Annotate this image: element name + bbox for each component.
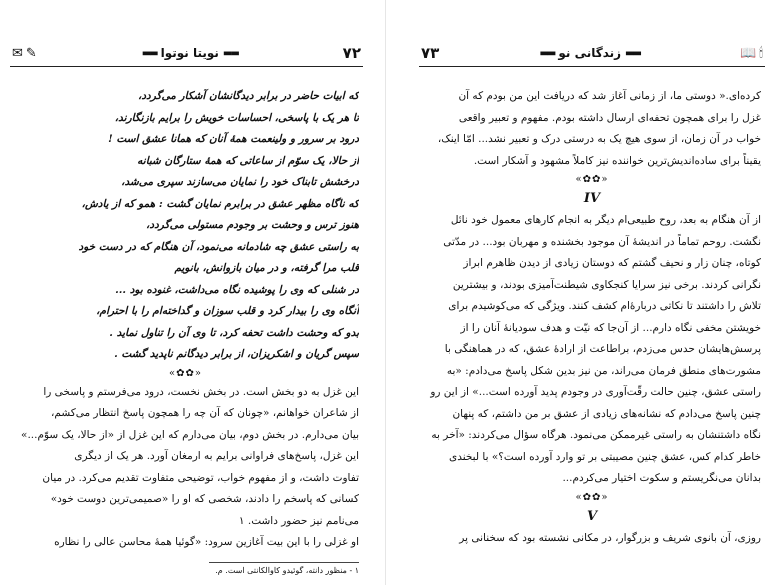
prose-line: این غزل به دو بخش است. در بخش نخست، درود می‌فرستم و پاسخی را — [43, 385, 359, 398]
prose-line: می‌نامم نیز حضور داشت. ١ — [238, 514, 359, 527]
prose-line: نگاه داشتنشان به راستی غیرممکن می‌نمود. هرگاه سؤال می‌کردند: «آخر به — [431, 429, 761, 441]
poem-line: هنوز ترس و وحشت بر وجودم مستولی می‌گردد، — [146, 219, 359, 231]
footnote-rule — [209, 562, 359, 563]
commentary — [12, 382, 359, 554]
ornament-icon: ▬▬ — [141, 47, 157, 59]
prose-line: تفاوت داشت، و از مفهوم خواب، توضیحی متفاوت تقدیم می‌کرد. در میان — [42, 471, 359, 484]
right-page-header — [421, 40, 763, 66]
prose-line: این غزل، پاسخ‌های فراوانی برایم به ارمغان آورد. هر یک از دیگری — [74, 450, 359, 462]
poem-line: به راستی عشق چه شادمانه می‌نمود، آن هنگام که در دست خود — [78, 240, 359, 253]
prose-line: او غزلی را با این بیت آغازین سرود: «گوئیا همهٔ محاسن عالی را نظاره — [54, 536, 359, 548]
envelope-icon: ✉ — [12, 45, 23, 61]
right-header-rule — [419, 66, 765, 67]
section-v — [423, 528, 761, 550]
prose-line: روزی، آن بانوی شریف و بزرگوار، در مکانی نشسته بود که سخنانی پر — [459, 531, 761, 544]
sonnet — [12, 86, 359, 366]
poem-line: بدو که وحشت داشت تحفه کرد، تا وی آن را تناول نماید . — [109, 326, 359, 339]
right-page — [387, 0, 773, 585]
poem-line: آنگاه وی را بیدار کرد و قلب سوزان و گداخته‌ام را با احترام، — [96, 305, 359, 317]
poem-line: درخشش تابناک خود را نمایان می‌سازند سپری می‌شد، — [121, 176, 359, 188]
section-separator: «✿✿» — [575, 491, 609, 503]
section-separator: «✿✿» — [169, 367, 202, 379]
poem-line: که ابیات حاضر در برابر دیدگانشان آشکار می‌گردد، — [137, 90, 359, 102]
prose-line: کسانی که پاسخم را دادند، شخصی که او را «صمیمی‌ترین دوست خود» — [50, 493, 359, 505]
quill-pen-icon: ✎ — [25, 45, 37, 61]
ornament-icon: ▬▬ — [539, 47, 555, 59]
poem-line: سپس گریان و اشکریزان، از برابر دیدگانم ناپدید گشت . — [114, 348, 359, 360]
section-iii-ending — [423, 86, 761, 172]
prose-line: از آن هنگام به بعد، روح طبیعی‌ام دیگر به انجام کارهای معمول خود نائل — [450, 214, 761, 226]
prose-line: نگشت. روحم تماماً در اندیشهٔ آن موجود بخشنده و مهربان بود... در مدّتی — [443, 235, 761, 248]
prose-line: بیان می‌دارم. در بخش دوم، بیان می‌دارم که این غزل از «از حالا، یک سوّم...» — [21, 428, 359, 441]
right-header-icons — [740, 46, 763, 61]
left-page — [0, 0, 386, 585]
section-separator: «✿✿» — [575, 174, 609, 185]
ornament-icon: ▬▬ — [625, 47, 640, 59]
prose-line: چنین پاسخ می‌دادم که نشانه‌های زیادی از عشق بر من داشتم، که پنهان — [452, 407, 761, 420]
prose-line: بدانان می‌نگریستم و سکوت اختیار می‌کردم... — [562, 472, 761, 484]
poem-line: قلب مرا گرفته، و در میان بازوانش، بانویم — [174, 262, 359, 274]
book-icon: 📖 — [740, 45, 757, 61]
poem-line: تا هر یک با پاسخی، احساسات خویش را برایم بازنگارند، — [114, 111, 359, 124]
prose-line: یقیناً برای ساده‌اندیش‌ترین خواننده نیز کاملاً مشهود و آشکار است. — [473, 154, 761, 167]
section-heading-iv: IV — [583, 191, 601, 206]
prose-line: مشورت‌های منطق فرمان می‌راند، من نیز بدین شکل پاسخ می‌دادم: «به — [446, 364, 761, 377]
prose-line: خاطر کدام کس، عشق چنین مصیبتی بر تو وارد آورده است؟» با لبخندی — [448, 450, 761, 463]
section-iv — [423, 210, 761, 490]
prose-line: پرسش‌هایشان حدس می‌زدم، براطاعت از ارادهٔ عشق، که در هماهنگی با — [444, 343, 761, 355]
right-page-body — [423, 86, 761, 549]
poem-line: از حالا، یک سوّم از ساعاتی که همهٔ ستارگان شبانه — [137, 154, 359, 167]
prose-line: غزل را برای همچون تحفه‌ای ارسال داشته بودم. مفهوم و تعبیر واقعی — [458, 111, 761, 124]
prose-line: خویشتن مخفی نگاه دارم... از آن‌جا که نیّت و هدف سودیانهٔ آنان را از — [460, 321, 761, 334]
poem-line: که ناگاه مظهر عشق در برابرم نمایان گشت : همو که از یادش، — [81, 197, 359, 210]
left-running-title: ▬▬ نویتا نوتوا ▬▬ — [141, 46, 238, 60]
prose-line: راستی عشق، چنین حالت رقّت‌آوری در وجودم پدید آورده است...» از این رو — [430, 386, 761, 398]
left-page-header — [12, 40, 361, 66]
prose-line: کرده‌ای.« دوستی ما، از زمانی آغاز شد که دریافت این من بودم که آن — [458, 90, 761, 102]
section-heading-v: V — [586, 508, 598, 524]
prose-line: از شاعران خواهانم، «چونان که آن چه را همچون پاسخ انتظار می‌کشم، — [50, 407, 359, 419]
left-header-icons — [12, 46, 37, 61]
footnote: ١ - منظور دانته، گوئیدو کاوالکانتی است. م. — [215, 566, 359, 575]
right-page-number: ٧٣ — [421, 44, 440, 62]
poem-line: درود بر سرور و ولینعمت همهٔ آنان که همانا عشق است ! — [108, 133, 359, 145]
poem-line: در شنلی که وی را پوشیده نگاه می‌داشت، غنوده بود ... — [115, 283, 359, 296]
left-page-number: ٧٢ — [342, 44, 361, 62]
left-header-rule — [10, 66, 363, 67]
prose-line: کوتاه، چنان زار و نحیف گشتم که دوستان زیادی از دیدن ظاهرم ابراز — [463, 257, 761, 269]
right-running-title: ▬▬ زندگانی نو ▬▬ — [539, 46, 640, 60]
prose-line: تلاش را داشتند تا نکاتی دربارهٔ‌ام کشف کنند. ویژگی که می‌کوشیدم برای — [448, 300, 761, 312]
left-page-body — [12, 86, 359, 554]
prose-line: نگرانی کردند. برخی نیز سرایا کنجکاوی شیطنت‌آمیزی بودند، و بیشترین — [452, 278, 761, 291]
ornament-icon: ▬▬ — [222, 47, 238, 59]
prose-line: خواب در آن زمان، از سوی هیچ یک به درستی درک و تعبیر نشد... امّا اینک، — [437, 133, 761, 145]
candle-icon: 🕯 — [759, 45, 763, 61]
